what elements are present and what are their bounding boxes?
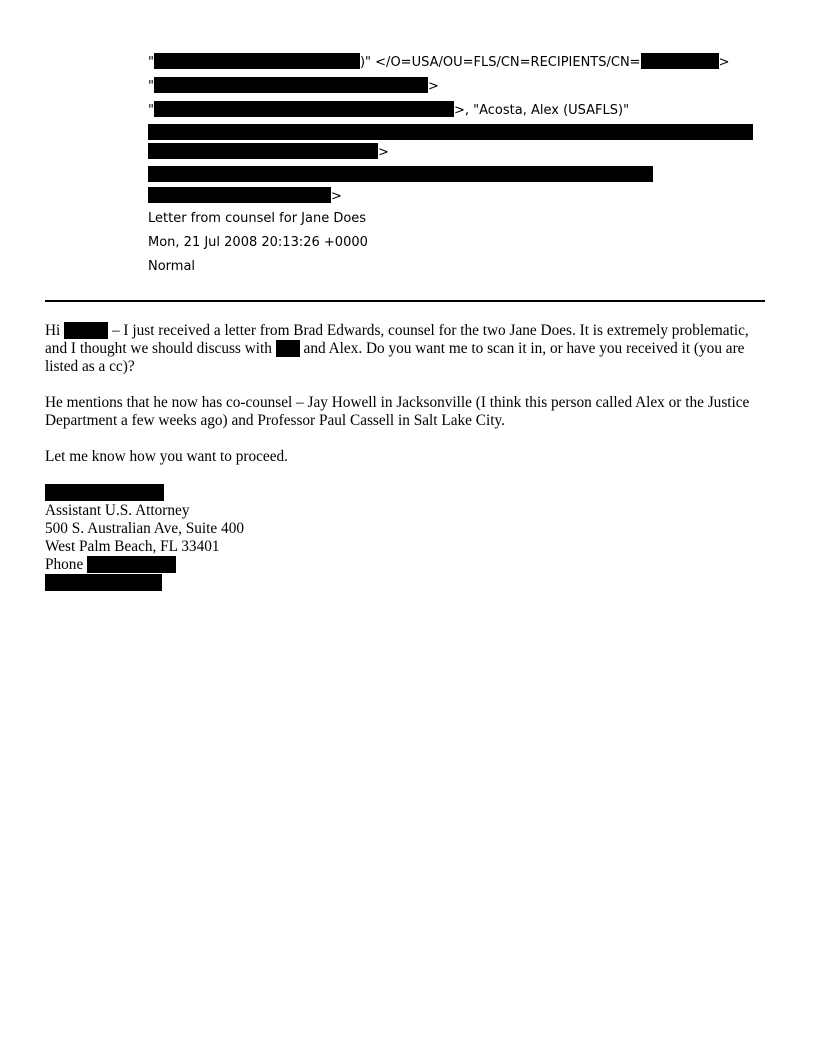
body-text: – I just received a letter from Brad Edwards, counsel for the two Jane Does. It is extremely problematic, and I thought we should discuss with	[45, 322, 749, 357]
redaction-block	[276, 340, 300, 357]
from-value	[148, 52, 729, 74]
signature-address-2: West Palm Beach, FL 33401	[45, 538, 220, 555]
redaction-block	[154, 77, 428, 93]
cc-quote: "	[148, 103, 154, 118]
redaction-block	[154, 53, 360, 69]
phone-label: Phone	[45, 556, 88, 573]
body-paragraph-2: He mentions that he now has co-counsel – Jay Howell in Jacksonville (I think this person called Alex or the Justice Department a few weeks ago) and Professor Paul Cassell in Salt Lake City.	[45, 394, 750, 429]
redaction-block	[641, 53, 719, 69]
cc-value	[148, 100, 629, 122]
email-body	[45, 322, 765, 592]
date-value: Mon, 21 Jul 2008 20:13:26 +0000	[148, 235, 368, 250]
redaction-block	[45, 574, 162, 591]
from-address: )" </O=USA/OU=FLS/CN=RECIPIENTS/CN=	[359, 55, 641, 70]
header-divider	[45, 300, 765, 302]
signature-block	[45, 484, 765, 592]
from-quote: "	[148, 55, 154, 70]
body-text: and Alex. Do you want me to scan it in, or have you received it (you are listed as a cc)?	[45, 340, 745, 375]
greeting: Hi	[45, 322, 65, 339]
redaction-block	[148, 187, 331, 203]
bcc-value	[148, 165, 653, 187]
from-end: >	[718, 55, 730, 70]
signature-title: Assistant U.S. Attorney	[45, 502, 190, 519]
cc-acosta: >, "Acosta, Alex (USAFLS)"	[453, 103, 630, 118]
to-quote: "	[148, 79, 154, 94]
body-paragraph-1	[45, 322, 765, 376]
redaction-block	[45, 484, 164, 501]
redaction-block	[148, 143, 378, 159]
signature-phone	[45, 556, 765, 574]
redaction-block	[64, 322, 108, 339]
signature-address-1: 500 S. Australian Ave, Suite 400	[45, 520, 244, 537]
signature-extra	[45, 574, 765, 592]
to-end: >	[427, 79, 439, 94]
cc-line3	[148, 142, 389, 164]
bcc-end: >	[331, 189, 342, 204]
body-paragraph-3: Let me know how you want to proceed.	[45, 448, 288, 465]
cc-end: >	[378, 145, 389, 160]
bcc-line2	[148, 186, 342, 208]
redaction-block	[154, 101, 454, 117]
redaction-block	[87, 556, 176, 573]
to-value	[148, 76, 439, 98]
subject-value: Letter from counsel for Jane Does	[148, 211, 367, 226]
redaction-block	[148, 166, 653, 182]
redaction-block	[148, 124, 753, 140]
importance-value: Normal	[148, 259, 196, 274]
signature-name	[45, 484, 765, 502]
